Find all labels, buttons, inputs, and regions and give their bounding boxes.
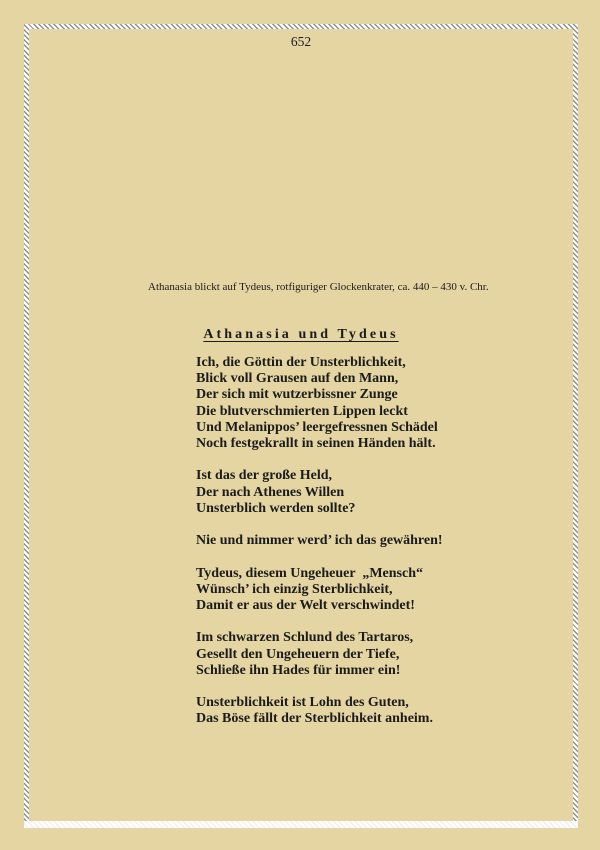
poem-line: Blick voll Grausen auf den Mann,: [196, 371, 399, 387]
poem-text: [196, 355, 443, 728]
poem-line: Schließe ihn Hades für immer ein!: [196, 662, 401, 678]
poem-line: Wünsch’ ich einzig Sterblichkeit,: [196, 581, 393, 597]
poem-line: Im schwarzen Schlund des Tartaros,: [196, 630, 414, 646]
poem-stanza: [196, 566, 443, 615]
poem-line: Damit er aus der Welt verschwindet!: [196, 598, 415, 613]
poem-line: Gesellt den Ungeheuern der Tiefe,: [196, 646, 400, 662]
poem-stanza: [196, 468, 443, 517]
poem-line: Und Melanippos’ leergefressnen Schädel: [196, 419, 438, 435]
poem-title-row: [24, 325, 578, 343]
poem-line: Die blutverschmierten Lippen leckt: [196, 403, 408, 419]
poem-line: Noch festgekrallt in seinen Händen hält.: [196, 436, 436, 452]
poem-stanza: [196, 630, 443, 679]
poem-line: Unsterblich werden sollte?: [196, 500, 356, 516]
poem-line: Der nach Athenes Willen: [196, 484, 345, 500]
page-number: 652: [290, 34, 312, 49]
poem-line: Ich, die Göttin der Unsterblichkeit,: [196, 355, 406, 370]
poem-title: Athanasia und Tydeus: [203, 327, 399, 342]
poem-line: Das Böse fällt der Sterblichkeit anheim.: [196, 711, 433, 727]
poem-line: Der sich mit wutzerbissner Zunge: [196, 387, 398, 403]
poem-stanza: [196, 355, 443, 452]
poem-stanza: [196, 533, 443, 549]
poem-line: Ist das der große Held,: [196, 468, 332, 484]
poem-stanza: [196, 695, 443, 727]
poem-line: Nie und nimmer werd’ ich das gewähren!: [196, 533, 443, 549]
poem-line: Tydeus, diesem Ungeheuer „Mensch“: [196, 565, 423, 581]
border-bottom-faded-edge: [24, 821, 578, 828]
figure-caption: Athanasia blickt auf Tydeus, rotfiguriger Glockenkrater, ca. 440 – 430 v. Chr.: [148, 281, 489, 293]
poem-line: Unsterblichkeit ist Lohn des Guten,: [196, 695, 409, 711]
